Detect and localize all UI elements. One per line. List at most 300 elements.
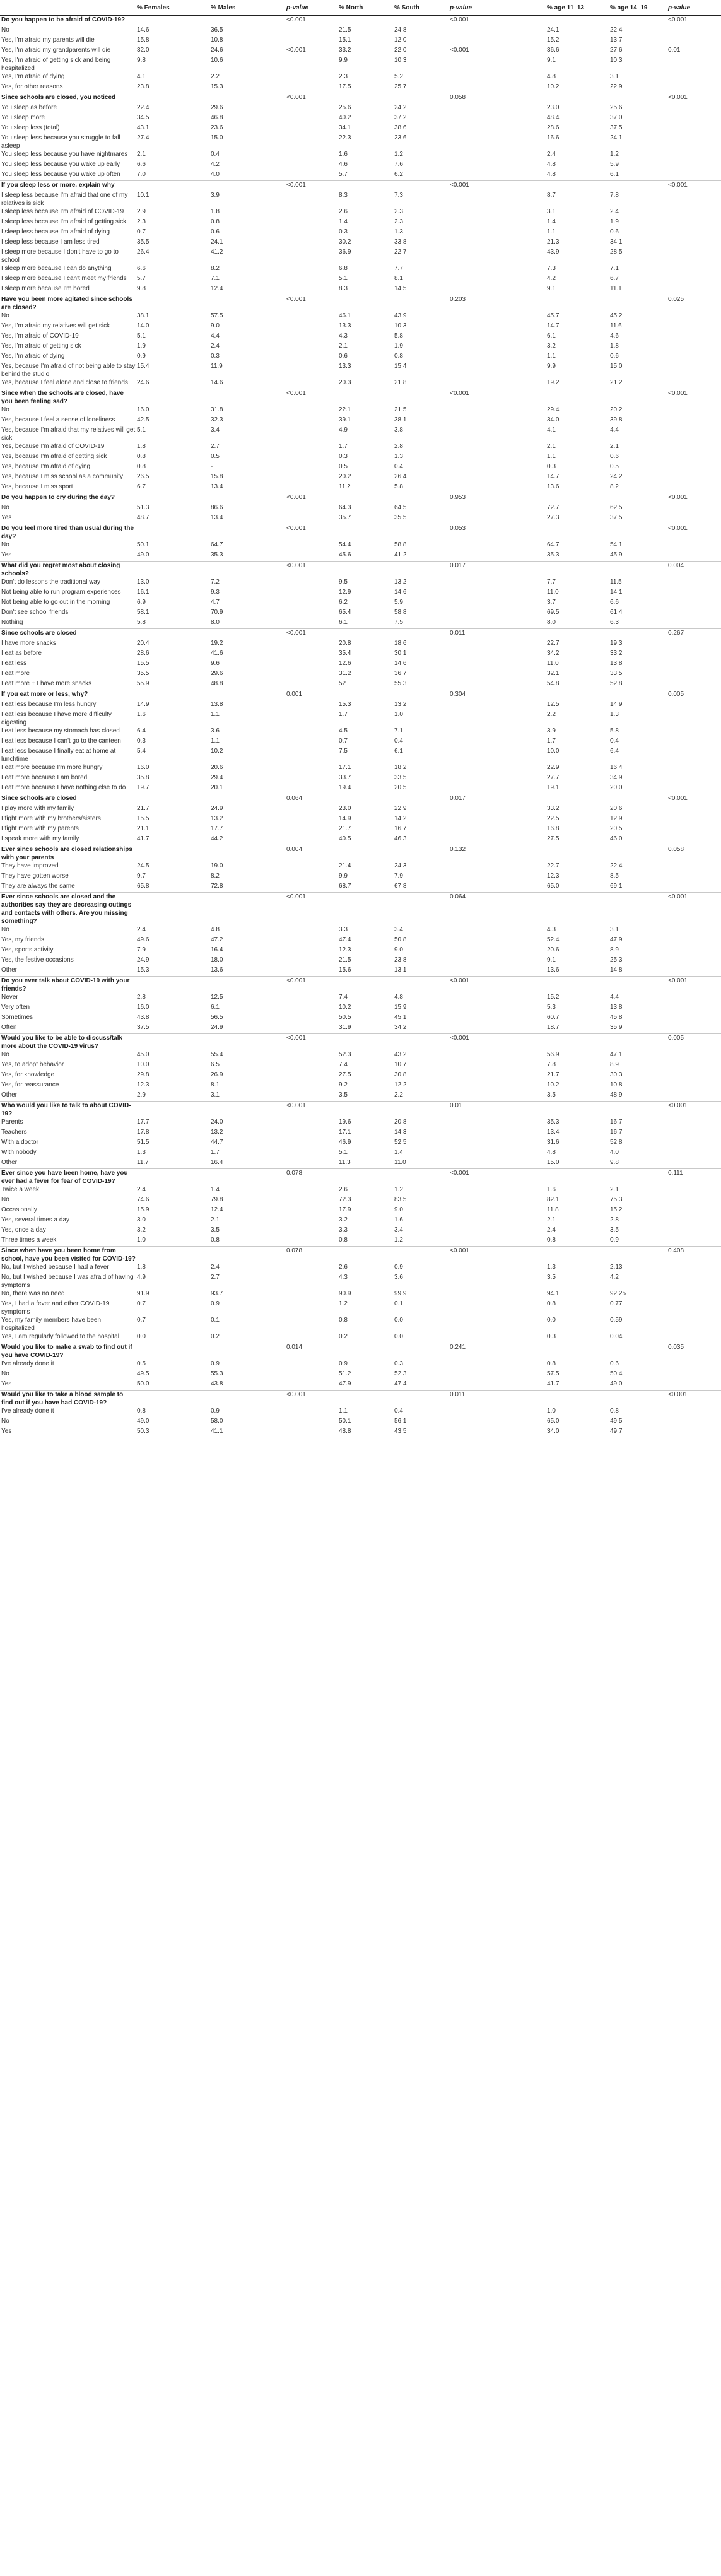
- age-14-19-value: 37.0: [610, 114, 623, 121]
- females-value: 0.8: [137, 453, 146, 460]
- pvalue-age: [667, 1216, 721, 1226]
- north-value: 15.3: [339, 701, 351, 708]
- answer-label: I eat less because my stomach has closed: [1, 727, 120, 734]
- pvalue-region: [448, 1196, 546, 1206]
- answer-row: [0, 274, 721, 285]
- north-value: 48.8: [339, 1428, 351, 1435]
- pvalue-region: [448, 322, 546, 332]
- males-value: [209, 1391, 285, 1408]
- north-value: 5.1: [339, 1149, 348, 1156]
- south-value: [393, 562, 448, 579]
- age-14-19-value: 5.9: [610, 161, 619, 168]
- question-row: [0, 1343, 721, 1360]
- answer-row: [0, 835, 721, 845]
- pvalue-sex: <0.001: [285, 181, 337, 192]
- question-label: Since schools are closed: [0, 629, 136, 640]
- pvalue-age: [667, 1290, 721, 1300]
- pvalue-age: 0.01: [668, 47, 681, 54]
- age-11-13-value: 7.8: [547, 1061, 556, 1068]
- north-value: 33.2: [339, 47, 351, 54]
- males-value: 23.6: [211, 124, 223, 131]
- answer-label: Don't see school friends: [1, 609, 69, 616]
- north-value: 11.2: [339, 483, 351, 490]
- north-value: [337, 493, 393, 504]
- females-value: 29.8: [137, 1071, 149, 1078]
- north-value: 17.9: [339, 1206, 351, 1213]
- answer-row: [0, 1273, 721, 1290]
- females-value: 15.8: [137, 37, 149, 44]
- pvalue-sex: [285, 727, 337, 737]
- north-value: 2.3: [339, 73, 348, 80]
- north-value: 40.5: [339, 835, 351, 842]
- pvalue-age: [667, 191, 721, 208]
- question-label: Do you feel more tired than usual during the day?: [0, 524, 136, 541]
- question-row: [0, 977, 721, 994]
- south-value: 0.0: [394, 1333, 403, 1340]
- age-14-19-value: 37.5: [610, 124, 623, 131]
- females-value: 43.8: [137, 1014, 149, 1021]
- answer-row: [0, 862, 721, 872]
- pvalue-age: [667, 114, 721, 124]
- males-value: 55.4: [211, 1051, 223, 1058]
- pvalue-region: [448, 608, 546, 618]
- pvalue-sex: [285, 1417, 337, 1427]
- age-11-13-value: 14.7: [547, 322, 560, 329]
- males-value: 29.4: [211, 774, 223, 781]
- north-value: 40.2: [339, 114, 351, 121]
- pvalue-age: [667, 1185, 721, 1196]
- males-value: 1.7: [211, 1149, 220, 1156]
- age-11-13-value: 4.8: [547, 1149, 556, 1156]
- pvalue-age: [667, 1081, 721, 1091]
- females-value: [136, 977, 209, 994]
- pvalue-region: [448, 170, 546, 181]
- question-row: [0, 1169, 721, 1186]
- north-value: [337, 562, 393, 579]
- females-value: 0.8: [137, 463, 146, 470]
- females-value: 9.7: [137, 873, 146, 879]
- age-11-13-value: 0.3: [547, 463, 556, 470]
- age-14-19-value: 0.6: [610, 353, 619, 360]
- pvalue-age: [667, 578, 721, 588]
- north-value: 13.3: [339, 322, 351, 329]
- answer-row: [0, 442, 721, 452]
- north-value: 7.5: [339, 748, 348, 755]
- north-value: 1.1: [339, 1408, 348, 1414]
- pvalue-sex: [285, 426, 337, 442]
- pvalue-age: [667, 248, 721, 264]
- answer-row: [0, 1332, 721, 1343]
- pvalue-age: [667, 170, 721, 181]
- north-value: 33.7: [339, 774, 351, 781]
- females-value: 23.8: [137, 83, 149, 90]
- south-value: 1.3: [394, 228, 403, 235]
- answer-row: [0, 679, 721, 690]
- pvalue-sex: [285, 700, 337, 710]
- south-value: 23.8: [394, 956, 407, 963]
- pvalue-region: [448, 1071, 546, 1081]
- pvalue-age: [667, 1013, 721, 1023]
- females-value: 15.5: [137, 815, 149, 822]
- answer-row: [0, 1003, 721, 1013]
- question-row: [0, 845, 721, 862]
- males-value: 57.5: [211, 312, 223, 319]
- pvalue-region: [448, 56, 546, 73]
- south-value: 1.3: [394, 453, 403, 460]
- pvalue-region: [448, 882, 546, 893]
- answer-label: Yes, because I'm afraid that my relatives will get sick: [1, 426, 136, 442]
- males-value: [209, 794, 285, 805]
- pvalue-region: [448, 1273, 546, 1290]
- age-14-19-value: 0.04: [610, 1333, 623, 1340]
- answer-row: [0, 737, 721, 747]
- south-value: 21.8: [394, 379, 407, 386]
- pvalue-sex: [285, 462, 337, 473]
- females-value: 37.5: [137, 1024, 149, 1031]
- age-11-13-value: 3.7: [547, 599, 556, 606]
- males-value: 0.2: [211, 1333, 220, 1340]
- pvalue-age: 0.025: [667, 295, 721, 312]
- north-value: [337, 93, 393, 104]
- pvalue-sex: [285, 1216, 337, 1226]
- females-value: 91.9: [137, 1290, 149, 1297]
- pvalue-sex: [285, 248, 337, 264]
- pvalue-age: [667, 56, 721, 73]
- males-value: 7.2: [211, 579, 220, 585]
- age-14-19-value: 16.7: [610, 1129, 623, 1136]
- answer-row: [0, 36, 721, 46]
- age-14-19-value: 0.6: [610, 228, 619, 235]
- females-value: 1.0: [137, 1237, 146, 1244]
- pvalue-age: [667, 1300, 721, 1316]
- col-header-pvalue-region: p-value: [448, 0, 546, 16]
- north-value: 23.0: [339, 805, 351, 812]
- answer-label: I eat less because I finally eat at home at lunchtime: [1, 748, 116, 763]
- age-11-13-value: 6.1: [547, 332, 556, 339]
- answer-label: I eat as before: [1, 650, 42, 657]
- females-value: 24.9: [137, 956, 149, 963]
- pvalue-region: <0.001: [450, 47, 469, 54]
- pvalue-sex: [285, 784, 337, 794]
- south-value: 20.8: [394, 1119, 407, 1126]
- females-value: 0.7: [137, 228, 146, 235]
- age-11-13-value: 7.7: [547, 579, 556, 585]
- pvalue-age: 0.267: [667, 629, 721, 640]
- question-row: [0, 1102, 721, 1119]
- females-value: 27.4: [137, 134, 149, 141]
- north-value: 12.9: [339, 589, 351, 596]
- males-value: 13.2: [211, 1129, 223, 1136]
- north-value: 9.2: [339, 1081, 348, 1088]
- table-header-row: [0, 0, 721, 16]
- age-11-13-value: 0.3: [547, 1333, 556, 1340]
- pvalue-sex: <0.001: [285, 1034, 337, 1051]
- south-value: 52.5: [394, 1139, 407, 1146]
- age-14-19-value: 7.8: [610, 192, 619, 199]
- males-value: 29.6: [211, 670, 223, 677]
- females-value: [136, 690, 209, 701]
- age-11-13-value: 0.8: [547, 1237, 556, 1244]
- pvalue-age: [667, 514, 721, 524]
- females-value: 0.3: [137, 738, 146, 744]
- answer-row: [0, 966, 721, 977]
- pvalue-region: [448, 946, 546, 956]
- pvalue-sex: [285, 1196, 337, 1206]
- answer-row: [0, 1427, 721, 1437]
- pvalue-region: [448, 228, 546, 238]
- answer-row: [0, 956, 721, 966]
- pvalue-region: 0.064: [448, 893, 546, 926]
- females-value: 10.1: [137, 192, 149, 199]
- age-11-13-value: 22.7: [547, 862, 560, 869]
- answer-label: I've already done it: [1, 1360, 54, 1367]
- pvalue-region: [448, 1417, 546, 1427]
- age-14-19-value: 16.4: [610, 764, 623, 771]
- pvalue-region: [448, 238, 546, 248]
- pvalue-age: 0.005: [667, 1034, 721, 1051]
- question-row: [0, 493, 721, 504]
- pvalue-sex: [285, 406, 337, 416]
- north-value: 54.4: [339, 541, 351, 548]
- pvalue-age: [667, 551, 721, 562]
- col-header-age-14-19: % age 14–19: [609, 0, 667, 16]
- south-value: 6.1: [394, 748, 403, 755]
- pvalue-region: [448, 442, 546, 452]
- pvalue-age: [667, 784, 721, 794]
- age-14-19-value: [609, 1343, 667, 1360]
- answer-label: I have more snacks: [1, 640, 56, 647]
- pvalue-sex: [285, 124, 337, 134]
- answer-row: [0, 473, 721, 483]
- age-11-13-value: 45.7: [547, 312, 560, 319]
- pvalue-sex: [285, 773, 337, 784]
- north-value: 8.3: [339, 285, 348, 292]
- answer-row: [0, 936, 721, 946]
- age-14-19-value: 13.7: [610, 37, 623, 44]
- south-value: 41.2: [394, 551, 407, 558]
- age-11-13-value: 36.6: [547, 47, 560, 54]
- males-value: 44.7: [211, 1139, 223, 1146]
- south-value: 24.8: [394, 26, 407, 33]
- age-11-13-value: 34.0: [547, 1428, 560, 1435]
- question-label: Would you like to take a blood sample to find out if you have had COVID-19?: [0, 1391, 136, 1408]
- pvalue-region: [448, 578, 546, 588]
- answer-label: No: [1, 1370, 9, 1377]
- pvalue-sex: <0.001: [286, 47, 306, 54]
- south-value: 56.1: [394, 1418, 407, 1425]
- pvalue-region: [448, 248, 546, 264]
- age-14-19-value: 52.8: [610, 680, 623, 687]
- pvalue-region: [448, 763, 546, 773]
- south-value: 10.3: [394, 57, 407, 64]
- age-14-19-value: 14.9: [610, 701, 623, 708]
- pvalue-region: [448, 966, 546, 977]
- pvalue-region: <0.001: [448, 389, 546, 406]
- females-value: 12.3: [137, 1081, 149, 1088]
- age-14-19-value: 33.2: [610, 650, 623, 657]
- age-14-19-value: 92.25: [610, 1290, 626, 1297]
- north-value: [337, 977, 393, 994]
- south-value: 43.2: [394, 1051, 407, 1058]
- pvalue-sex: [285, 747, 337, 763]
- females-value: 5.1: [137, 426, 146, 433]
- answer-row: [0, 208, 721, 218]
- answer-row: [0, 763, 721, 773]
- females-value: 15.9: [137, 1206, 149, 1213]
- age-11-13-value: 1.7: [547, 738, 556, 744]
- males-value: [209, 1343, 285, 1360]
- answer-row: [0, 332, 721, 342]
- age-14-19-value: 1.3: [610, 711, 619, 718]
- males-value: 15.0: [211, 134, 223, 141]
- pvalue-sex: [285, 618, 337, 629]
- north-value: 34.1: [339, 124, 351, 131]
- pvalue-sex: [285, 659, 337, 669]
- pvalue-sex: [285, 737, 337, 747]
- males-value: 18.0: [211, 956, 223, 963]
- pvalue-region: <0.001: [448, 1169, 546, 1186]
- col-header-females: % Females: [136, 0, 209, 16]
- pvalue-age: [667, 727, 721, 737]
- north-value: 31.2: [339, 670, 351, 677]
- pvalue-sex: [285, 649, 337, 659]
- answer-label: No: [1, 1418, 9, 1425]
- answer-label: Yes, my family members have been hospitalized: [1, 1317, 102, 1332]
- females-value: 21.7: [137, 805, 149, 812]
- north-value: 4.3: [339, 1274, 348, 1281]
- south-value: 30.1: [394, 650, 407, 657]
- answer-row: [0, 1148, 721, 1158]
- age-11-13-value: 34.2: [547, 650, 560, 657]
- age-11-13-value: 8.0: [547, 619, 556, 626]
- females-value: 22.4: [137, 104, 149, 111]
- age-14-19-value: 11.1: [610, 285, 622, 292]
- answer-row: [0, 710, 721, 727]
- pvalue-region: [448, 1360, 546, 1370]
- pvalue-sex: [285, 274, 337, 285]
- pvalue-age: <0.001: [667, 93, 721, 104]
- pvalue-sex: [285, 332, 337, 342]
- pvalue-region: [448, 737, 546, 747]
- north-value: 20.8: [339, 640, 351, 647]
- age-11-13-value: 2.2: [547, 711, 556, 718]
- age-11-13-value: 11.0: [547, 660, 559, 667]
- south-value: 1.9: [394, 343, 403, 350]
- answer-label: No: [1, 406, 9, 413]
- south-value: 64.5: [394, 504, 407, 511]
- south-value: 7.7: [394, 265, 403, 272]
- south-value: 0.0: [394, 1317, 403, 1324]
- pvalue-age: [667, 608, 721, 618]
- males-value: 12.4: [211, 285, 223, 292]
- pvalue-sex: [285, 1407, 337, 1417]
- females-value: 2.9: [137, 208, 146, 215]
- south-value: 20.5: [394, 784, 407, 791]
- pvalue-age: [667, 649, 721, 659]
- age-14-19-value: 14.8: [610, 967, 623, 973]
- answer-row: [0, 1196, 721, 1206]
- males-value: [209, 977, 285, 994]
- males-value: 10.2: [211, 748, 223, 755]
- age-14-19-value: 0.59: [610, 1317, 623, 1324]
- males-value: 24.0: [211, 1119, 223, 1126]
- pvalue-sex: <0.001: [285, 524, 337, 541]
- south-value: 37.2: [394, 114, 407, 121]
- pvalue-age: [667, 1316, 721, 1332]
- south-value: 5.2: [394, 73, 403, 80]
- pvalue-region: [448, 514, 546, 524]
- south-value: 46.3: [394, 835, 407, 842]
- north-value: 4.9: [339, 426, 348, 433]
- south-value: 5.8: [394, 483, 403, 490]
- age-11-13-value: 20.6: [547, 946, 560, 953]
- answer-label: You sleep more: [1, 114, 45, 121]
- pvalue-sex: [285, 993, 337, 1003]
- south-value: 13.2: [394, 579, 407, 585]
- question-label: Since when the schools are closed, have you been feeling sad?: [0, 389, 136, 406]
- pvalue-sex: [285, 1360, 337, 1370]
- males-value: 0.6: [211, 228, 220, 235]
- question-label: Do you ever talk about COVID-19 with your friends?: [0, 977, 136, 994]
- age-11-13-value: [546, 16, 609, 26]
- south-value: 12.2: [394, 1081, 407, 1088]
- pvalue-region: <0.001: [448, 1034, 546, 1051]
- age-11-13-value: [546, 295, 609, 312]
- age-11-13-value: 22.7: [547, 640, 560, 647]
- age-11-13-value: 35.3: [547, 1119, 560, 1126]
- pvalue-age: [667, 473, 721, 483]
- pvalue-sex: [285, 763, 337, 773]
- males-value: 4.4: [211, 332, 220, 339]
- north-value: 19.4: [339, 784, 351, 791]
- answer-row: [0, 1118, 721, 1128]
- pvalue-age: [667, 1148, 721, 1158]
- females-value: [136, 493, 209, 504]
- age-11-13-value: 1.1: [547, 353, 556, 360]
- south-value: 0.3: [394, 1360, 403, 1367]
- north-value: 9.9: [339, 873, 348, 879]
- answer-label: Yes, once a day: [1, 1226, 46, 1233]
- males-value: [209, 1247, 285, 1264]
- age-11-13-value: 56.9: [547, 1051, 560, 1058]
- males-value: 13.4: [211, 483, 223, 490]
- pvalue-region: 0.017: [448, 562, 546, 579]
- age-14-19-value: [609, 690, 667, 701]
- males-value: 79.8: [211, 1196, 223, 1203]
- females-value: 24.6: [137, 379, 149, 386]
- north-value: 25.6: [339, 104, 351, 111]
- answer-row: [0, 926, 721, 936]
- answer-row: [0, 598, 721, 608]
- answer-label: I eat more because I'm more hungry: [1, 764, 103, 771]
- pvalue-sex: [285, 862, 337, 872]
- answer-label: I eat more + I have more snacks: [1, 680, 92, 687]
- south-value: 13.2: [394, 701, 407, 708]
- age-14-19-value: 45.8: [610, 1014, 623, 1021]
- males-value: 26.9: [211, 1071, 223, 1078]
- col-header-question: [0, 0, 136, 16]
- females-value: 16.1: [137, 589, 149, 596]
- age-11-13-value: 23.0: [547, 104, 560, 111]
- north-value: 52: [339, 680, 346, 687]
- age-14-19-value: 0.4: [610, 738, 619, 744]
- males-value: [209, 295, 285, 312]
- pvalue-age: [667, 1332, 721, 1343]
- pvalue-region: [448, 1003, 546, 1013]
- pvalue-region: [448, 83, 546, 93]
- pvalue-region: 0.058: [448, 93, 546, 104]
- pvalue-region: 0.304: [448, 690, 546, 701]
